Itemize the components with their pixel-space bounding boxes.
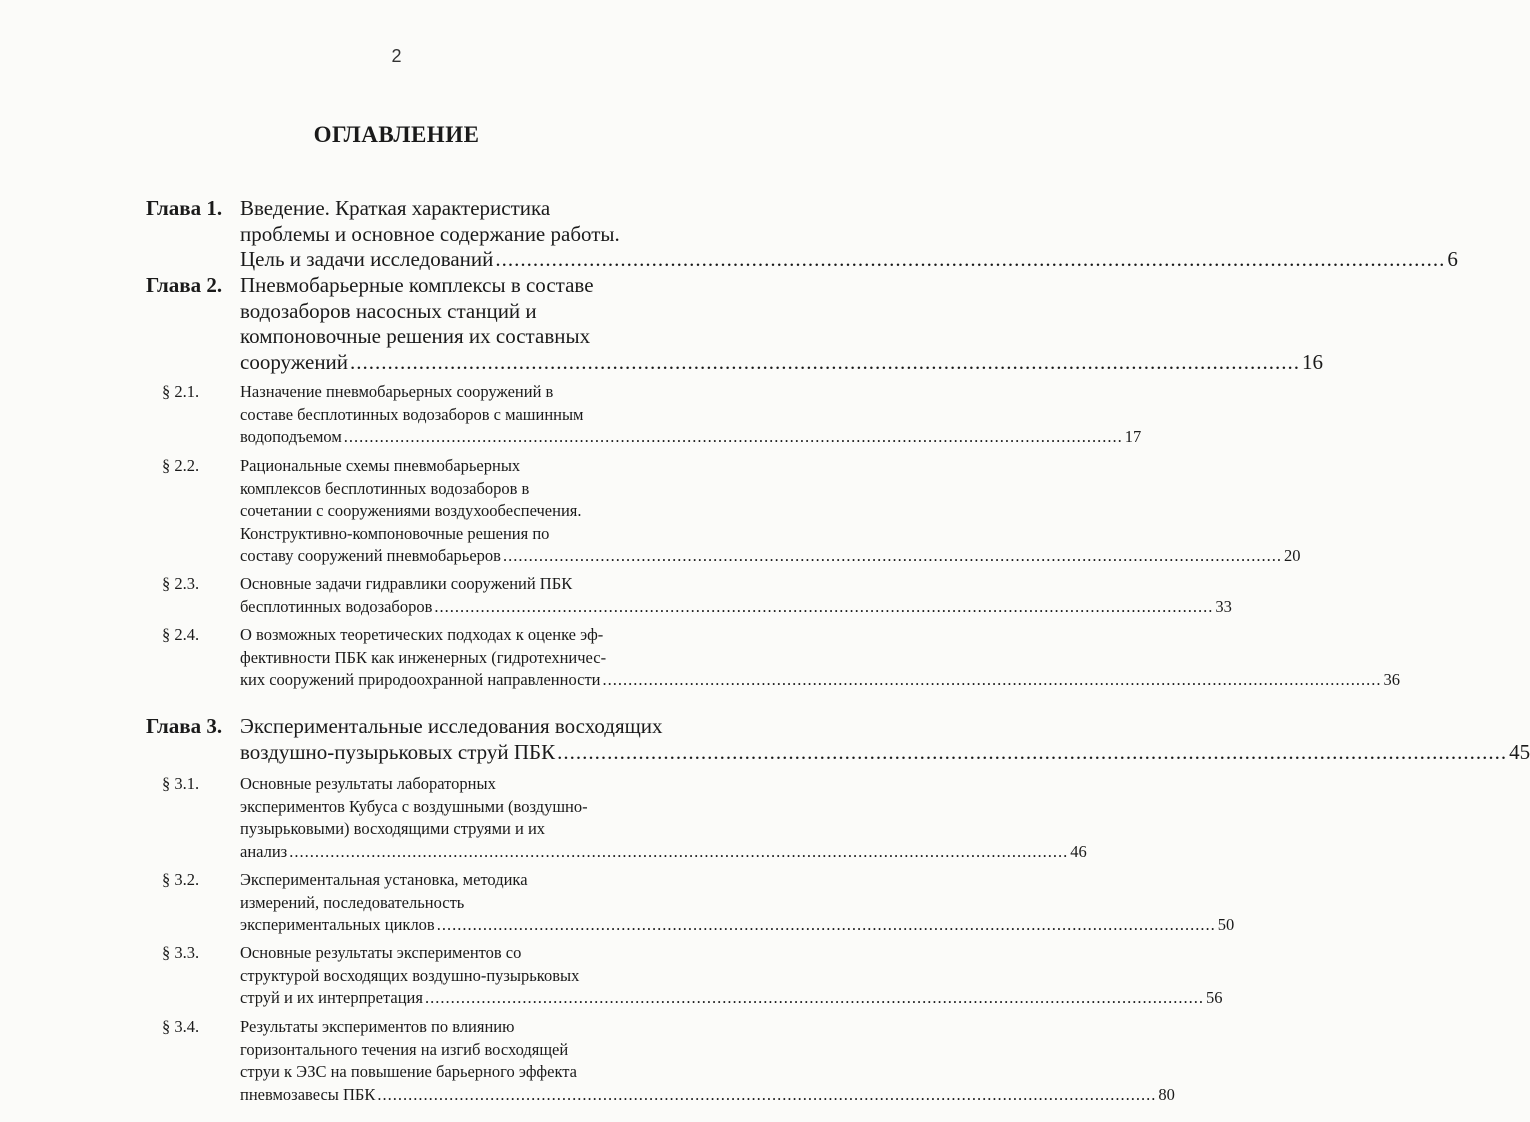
entry-line: Пневмобарьерные комплексы в составе <box>240 273 594 297</box>
entry-line: Результаты экспериментов по влиянию <box>240 1017 515 1036</box>
entry-label: Глава 2. <box>146 273 223 297</box>
entry-label: § 2.3. <box>162 574 200 593</box>
toc-chapter-3[interactable] <box>146 714 1530 765</box>
entry-line: Основные результаты лабораторных <box>240 774 496 793</box>
entry-line: водоподъемом <box>240 427 342 446</box>
entry-page-number: 46 <box>1070 841 1087 861</box>
entry-page-number: 80 <box>1158 1084 1175 1104</box>
entry-line: комплексов бесплотинных водозаборов в <box>240 478 530 498</box>
entry-line: горизонтального течения на изгиб восходящей <box>240 1039 569 1059</box>
entry-line: Экспериментальные исследования восходящих <box>240 714 663 738</box>
leader-dots <box>377 1084 1156 1107</box>
toc-section-3-3[interactable] <box>162 942 1223 1010</box>
entry-page-number: 17 <box>1124 427 1142 446</box>
entry-label: Глава 3. <box>146 714 223 738</box>
toc-section-2-2[interactable] <box>162 455 1301 568</box>
entry-line: проблемы и основное содержание работы. <box>240 221 620 246</box>
entry-label: § 3.3. <box>162 943 200 962</box>
entry-line: бесплотинных водозаборов <box>240 596 433 616</box>
page-number: 2 <box>391 46 402 66</box>
entry-line: структурой восходящих воздушно-пузырьковых <box>240 965 580 985</box>
entry-line: измерений, последовательность <box>240 892 465 912</box>
toc-chapter-2[interactable] <box>146 273 1324 375</box>
entry-line: сооружений <box>240 349 349 374</box>
entry-label: Глава 1. <box>146 196 223 220</box>
entry-line: экспериментальных циклов <box>240 915 435 934</box>
entry-line: Цель и задачи исследований <box>240 247 494 271</box>
entry-page-number: 16 <box>1302 349 1324 374</box>
toc-section-3-1[interactable] <box>162 773 1087 863</box>
leader-dots <box>437 914 1216 937</box>
entry-page-number: 6 <box>1447 247 1458 271</box>
entry-line: Основные задачи гидравлики сооружений ПБК <box>240 574 573 593</box>
entry-line: струй и их интерпретация <box>240 988 423 1007</box>
entry-line: Конструктивно-компоновочные решения по <box>240 523 550 543</box>
toc-chapter-1[interactable] <box>146 196 1458 273</box>
entry-line: Основные результаты экспериментов со <box>240 943 522 962</box>
entry-page-number: 20 <box>1283 546 1301 565</box>
leader-dots <box>289 841 1068 864</box>
entry-line: Экспериментальная установка, методика <box>240 870 528 889</box>
entry-line: Рациональные схемы пневмобарьерных <box>240 456 521 475</box>
leader-dots <box>503 545 1282 568</box>
entry-label: § 2.2. <box>162 456 200 475</box>
entry-label: § 2.1. <box>162 382 200 401</box>
toc-section-2-3[interactable] <box>162 573 1232 618</box>
entry-line: фективности ПБК как инженерных (гидротехничес- <box>240 647 607 667</box>
toc-section-3-4[interactable] <box>162 1016 1175 1106</box>
entry-line: водозаборов насосных станций и <box>240 298 537 323</box>
toc-section-2-1[interactable] <box>162 381 1142 449</box>
entry-page-number: 36 <box>1383 670 1400 689</box>
entry-label: § 3.2. <box>162 870 200 889</box>
entry-line: Введение. Краткая характеристика <box>240 196 551 220</box>
leader-dots <box>425 987 1204 1010</box>
entry-page-number: 56 <box>1205 988 1223 1007</box>
entry-label: § 2.4. <box>162 625 200 644</box>
entry-label: § 3.4. <box>162 1017 200 1036</box>
entry-page-number: 50 <box>1217 915 1235 934</box>
entry-line: составе бесплотинных водозаборов с машинным <box>240 404 584 424</box>
entry-line: анализ <box>240 841 288 861</box>
leader-dots <box>603 669 1382 692</box>
entry-line: пневмозавесы ПБК <box>240 1084 376 1104</box>
leader-dots <box>434 596 1213 619</box>
entry-line: составу сооружений пневмобарьеров <box>240 546 501 565</box>
entry-line: струи к ЭЗС на повышение барьерного эффекта <box>240 1062 577 1081</box>
entry-line: воздушно-пузырьковых струй ПБК <box>240 739 556 764</box>
entry-line: ких сооружений природоохранной направленности <box>240 670 601 689</box>
leader-dots <box>495 247 1445 273</box>
leader-dots <box>350 350 1300 376</box>
entry-label: § 3.1. <box>162 774 200 793</box>
toc-section-3-2[interactable] <box>162 869 1235 937</box>
entry-line: пузырьковыми) восходящими струями и их <box>240 819 546 838</box>
entry-line: экспериментов Кубуса с воздушными (воздушно- <box>240 796 588 816</box>
entry-page-number: 33 <box>1215 596 1232 616</box>
entry-line: Назначение пневмобарьерных сооружений в <box>240 382 554 401</box>
page-title: ОГЛАВЛЕНИЕ <box>313 122 480 147</box>
entry-line: компоновочные решения их составных <box>240 324 591 348</box>
toc-section-2-4[interactable] <box>162 624 1400 692</box>
entry-line: сочетании с сооружениями воздухообеспечения. <box>240 501 582 520</box>
leader-dots <box>557 740 1507 766</box>
entry-line: О возможных теоретических подходах к оценке эф- <box>240 625 604 644</box>
leader-dots <box>344 426 1123 449</box>
entry-page-number: 45 <box>1509 739 1530 764</box>
